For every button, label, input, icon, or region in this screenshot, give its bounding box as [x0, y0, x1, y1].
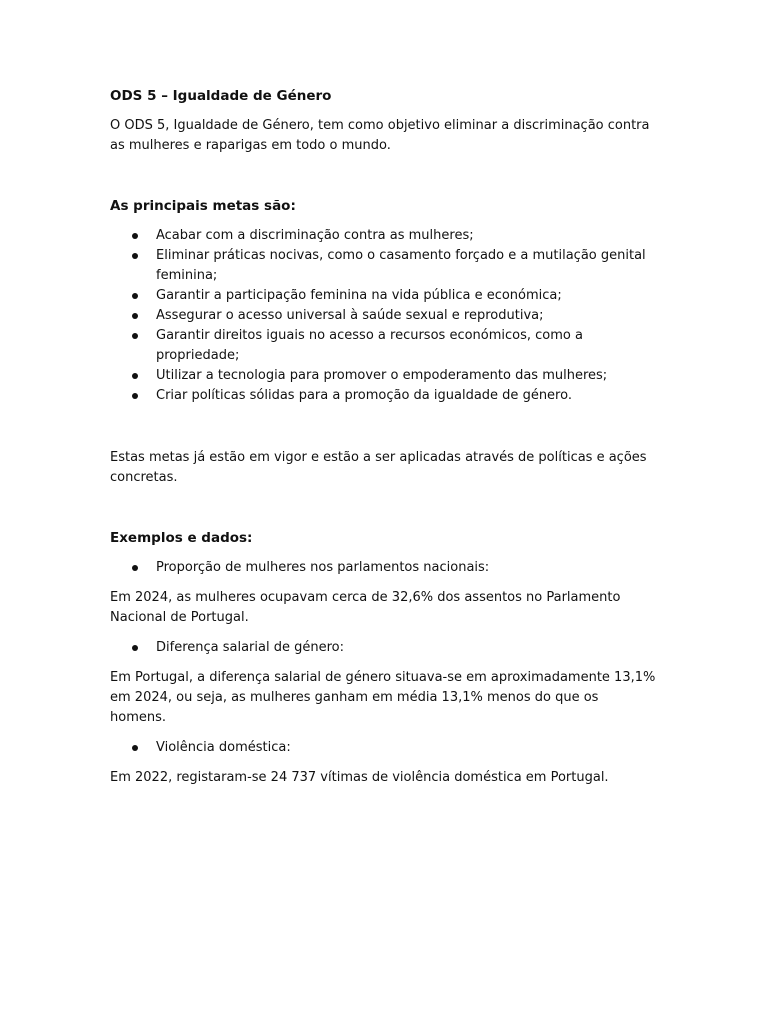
- list-item: [110, 386, 658, 406]
- goal-text: Eliminar práticas nocivas, como o casamento forçado e a mutilação genital feminina;: [156, 248, 646, 283]
- examples-list-2: [110, 638, 658, 658]
- bullet-icon: [132, 565, 138, 571]
- bullet-icon: [132, 233, 138, 239]
- list-item: [110, 306, 658, 326]
- bullet-icon: [132, 393, 138, 399]
- list-item: [110, 738, 658, 758]
- goal-text: Garantir direitos iguais no acesso a recursos económicos, como a propriedade;: [156, 328, 583, 363]
- example-paragraph: Em 2024, as mulheres ocupavam cerca de 32,6% dos assentos no Parlamento Nacional de Portugal.: [110, 590, 621, 625]
- examples-list-1: [110, 558, 658, 578]
- goal-text: Utilizar a tecnologia para promover o empoderamento das mulheres;: [156, 368, 608, 383]
- list-item: [110, 226, 658, 246]
- goal-text: Acabar com a discriminação contra as mulheres;: [156, 228, 474, 243]
- list-item: [110, 246, 658, 286]
- bullet-icon: [132, 293, 138, 299]
- bullet-icon: [132, 253, 138, 259]
- examples-heading: Exemplos e dados:: [110, 530, 253, 546]
- goal-text: Criar políticas sólidas para a promoção da igualdade de género.: [156, 388, 572, 403]
- bullet-icon: [132, 373, 138, 379]
- goals-note-paragraph: Estas metas já estão em vigor e estão a ser aplicadas através de políticas e ações concretas.: [110, 450, 647, 485]
- goals-list: [110, 226, 658, 406]
- example-label: Proporção de mulheres nos parlamentos nacionais:: [156, 560, 490, 575]
- example-label: Diferença salarial de género:: [156, 640, 344, 655]
- intro-paragraph: O ODS 5, Igualdade de Género, tem como objetivo eliminar a discriminação contra as mulheres e raparigas em todo o mundo.: [110, 118, 650, 153]
- document-page: [110, 86, 658, 788]
- example-paragraph: Em Portugal, a diferença salarial de género situava-se em aproximadamente 13,1% em 2024, ou seja, as mulheres ganham em média 13,1% menos do que os homens.: [110, 670, 656, 725]
- bullet-icon: [132, 333, 138, 339]
- goal-text: Garantir a participação feminina na vida pública e económica;: [156, 288, 562, 303]
- list-item: [110, 366, 658, 386]
- bullet-icon: [132, 313, 138, 319]
- list-item: [110, 558, 658, 578]
- document-title: ODS 5 – Igualdade de Género: [110, 88, 332, 104]
- example-paragraph: Em 2022, registaram-se 24 737 vítimas de violência doméstica em Portugal.: [110, 770, 609, 785]
- bullet-icon: [132, 745, 138, 751]
- goal-text: Assegurar o acesso universal à saúde sexual e reprodutiva;: [156, 308, 544, 323]
- example-label: Violência doméstica:: [156, 740, 291, 755]
- list-item: [110, 326, 658, 366]
- goals-heading: As principais metas são:: [110, 198, 296, 214]
- list-item: [110, 638, 658, 658]
- bullet-icon: [132, 645, 138, 651]
- examples-list-3: [110, 738, 658, 758]
- list-item: [110, 286, 658, 306]
